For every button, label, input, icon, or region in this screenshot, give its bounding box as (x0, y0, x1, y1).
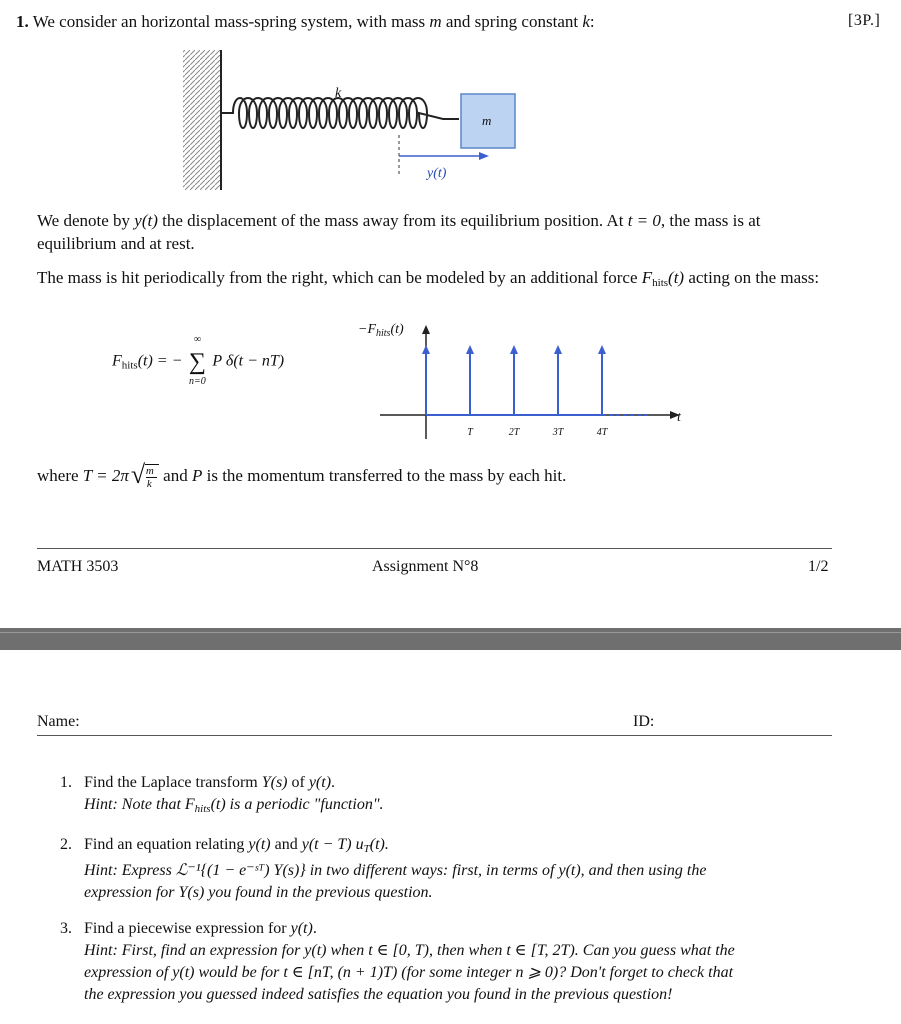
impulse-arrowhead-2 (510, 345, 518, 354)
spring-label-k: k (335, 86, 342, 101)
sum-symbol: ∑ (188, 349, 206, 375)
statement-text-mid: and spring constant (441, 12, 583, 31)
symbol-k: k (582, 12, 590, 31)
task-hint: Hint: First, find an expression for y(t) when t ∈ [0, T), then when t ∈ [T, 2T). Can you guess what the (84, 942, 735, 959)
task-number: 3. (60, 920, 72, 937)
name-label: Name: (37, 713, 80, 730)
sum-lower: n=0 (189, 376, 206, 387)
impulse-arrowhead-4 (598, 345, 606, 354)
paragraph-displacement: We denote by y(t) the displacement of the mass away from its equilibrium position. At t = 0, the mass is at equilibrium and at rest. (37, 211, 761, 253)
footer-course: MATH 3503 (37, 558, 119, 575)
impulse-chart (350, 315, 690, 445)
problem-number: 1. (16, 12, 29, 31)
tick-label-1: T (467, 427, 473, 438)
chart-y-arrowhead (422, 325, 430, 334)
id-label: ID: (633, 713, 655, 730)
displacement-arrowhead (479, 152, 489, 160)
paragraph-force: The mass is hit periodically from the right, which can be modeled by an additional force $F_{hits}(t)$ acting on the mass: (37, 268, 820, 289)
task-hint: Hint: Note that $F_{hits}(t)$ is a periodic "function". (84, 796, 384, 815)
impulse-arrowhead-3 (554, 345, 562, 354)
task-question: Find a piecewise expression for y(t). (84, 920, 317, 937)
chart-ylabel: $-F_{hits}(t)$ (358, 322, 404, 339)
page-2 (0, 650, 901, 1024)
mass-label-m: m (482, 113, 492, 128)
task-1 (60, 772, 840, 820)
sum-upper: ∞ (193, 334, 201, 345)
task-hint-cont: expression for Y(s) you found in the previous question. (84, 884, 433, 901)
task-hint: Hint: Express ℒ⁻¹{(1 − e⁻ˢᵀ) Y(s)} in two different ways: first, in terms of y(t), and then using the (84, 862, 707, 879)
task-number: 1. (60, 774, 72, 791)
name-id-rule (37, 735, 832, 736)
statement-text: We consider an horizontal mass-spring system, with mass (32, 12, 430, 31)
footer-rule (37, 548, 832, 549)
task-question: Find the Laplace transform Y(s) of y(t). (84, 774, 336, 791)
symbol-m: m (429, 12, 442, 31)
where-line: where T = 2π √ m k and P is the momentum transferred to the mass by each hit. (37, 460, 567, 490)
task-3 (60, 918, 840, 1006)
task-hint-cont2: the expression you guessed indeed satisfies the equation you found in the previous question! (84, 986, 673, 1003)
tick-label-3: 3T (552, 427, 564, 438)
tick-label-4: 4T (596, 427, 608, 438)
task-2 (60, 834, 840, 904)
wall-hatching (183, 50, 221, 190)
chart-xlabel: t (677, 410, 681, 425)
tick-label-2: 2T (508, 427, 520, 438)
force-formula: $F_{hits}(t)$ = − ∞ ∑ n=0 P δ(t − nT) (112, 334, 285, 387)
statement-end: : (589, 12, 595, 31)
mass-spring-figure (175, 45, 535, 195)
footer-assignment: Assignment N°8 (372, 558, 479, 575)
task-hint-cont: expression of y(t) would be for t ∈ [nT, (n + 1)T) (for some integer n ⩾ 0)? Don't forget to check that (84, 964, 734, 981)
displacement-label: y(t) (427, 166, 447, 181)
problem-statement (16, 12, 595, 32)
page-separator (0, 628, 901, 650)
spring-coil (221, 98, 459, 128)
frac-den: k (146, 478, 152, 490)
task-question: Find an equation relating y(t) and y(t − T) $u_T(t)$. (84, 836, 389, 855)
impulse-arrowhead-0 (422, 345, 430, 354)
frac-num: m (145, 465, 154, 477)
points-badge: [3P.] (848, 12, 881, 29)
task-number: 2. (60, 836, 72, 853)
sqrt-sign: √ (130, 460, 146, 489)
footer-page: 1/2 (808, 558, 829, 575)
impulse-arrowhead-1 (466, 345, 474, 354)
